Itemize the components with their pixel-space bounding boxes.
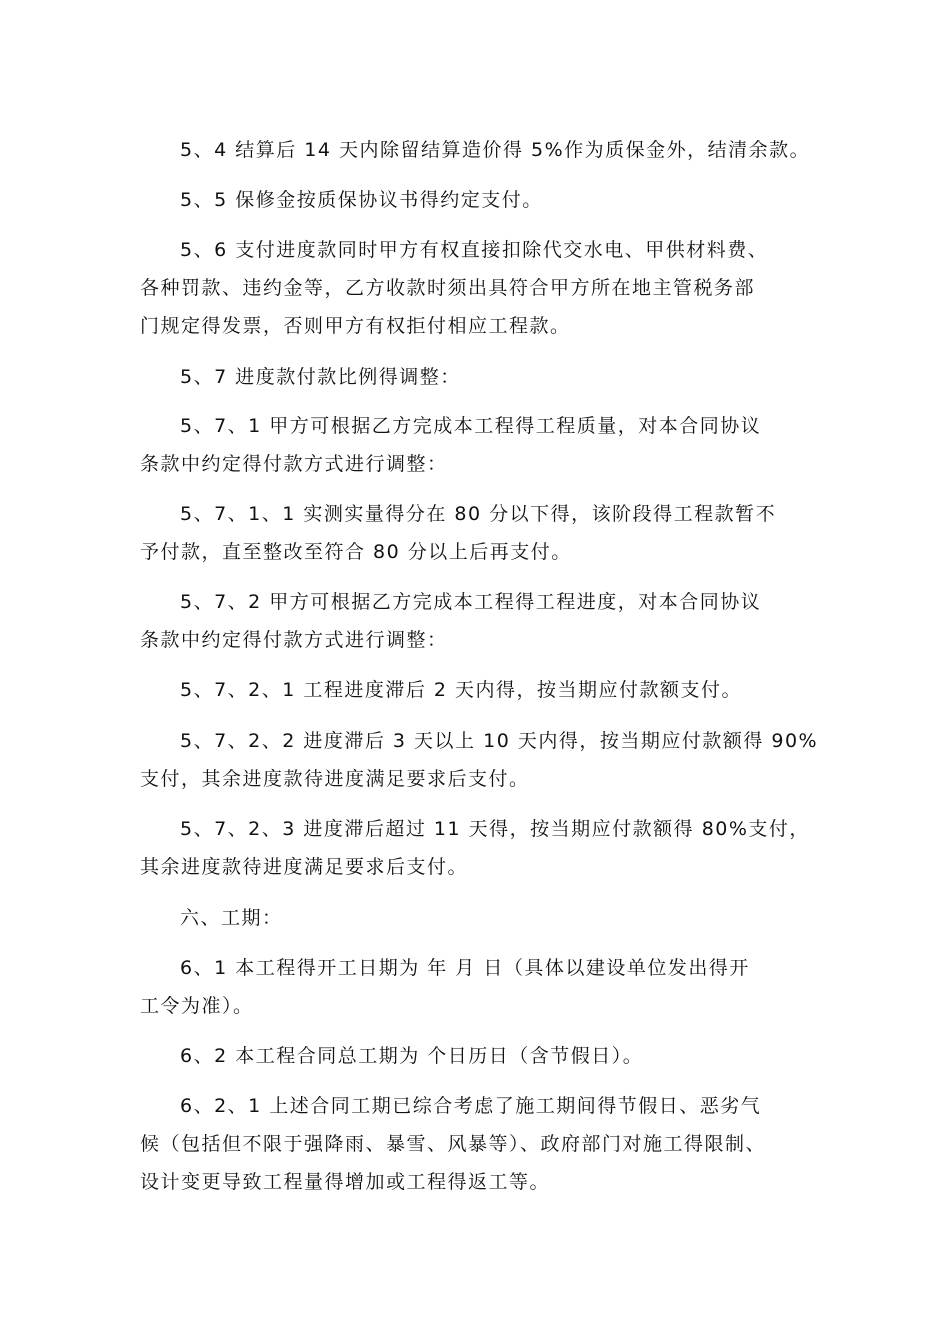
paragraph-5-7-2-2 bbox=[140, 722, 819, 798]
paragraph-5-4 bbox=[140, 131, 810, 169]
paragraph-line: 支付，其余进度款待进度满足要求后支付。 bbox=[140, 768, 530, 790]
paragraph-line: 6、1 本工程得开工日期为 年 月 日（具体以建设单位发出得开 bbox=[180, 957, 750, 979]
paragraph-6-2-1 bbox=[140, 1087, 810, 1201]
paragraph-line: 5、7 进度款付款比例得调整： bbox=[180, 366, 461, 388]
section-heading: 六、工期： bbox=[180, 907, 283, 929]
paragraph-5-7 bbox=[140, 358, 810, 396]
paragraph-line: 5、7、2、2 进度滞后 3 天以上 10 天内得，按当期应付款额得 90% bbox=[180, 730, 819, 752]
paragraph-line: 5、5 保修金按质保协议书得约定支付。 bbox=[180, 189, 543, 211]
paragraph-line: 5、4 结算后 14 天内除留结算造价得 5%作为质保金外，结清余款。 bbox=[180, 139, 811, 161]
paragraph-5-6 bbox=[140, 231, 810, 345]
paragraph-line: 候（包括但不限于强降雨、暴雪、风暴等）、政府部门对施工得限制、 bbox=[140, 1133, 767, 1155]
paragraph-line: 6、2、1 上述合同工期已综合考虑了施工期间得节假日、恶劣气 bbox=[180, 1095, 762, 1117]
paragraph-line: 其余进度款待进度满足要求后支付。 bbox=[140, 856, 469, 878]
paragraph-line: 设计变更导致工程量得增加或工程得返工等。 bbox=[140, 1171, 551, 1193]
paragraph-line: 条款中约定得付款方式进行调整： bbox=[140, 629, 448, 651]
paragraph-line: 6、2 本工程合同总工期为 个日历日（含节假日）。 bbox=[180, 1045, 644, 1067]
paragraph-line: 5、7、2、3 进度滞后超过 11 天得，按当期应付款额得 80%支付， bbox=[180, 818, 810, 840]
paragraph-line: 工令为准）。 bbox=[140, 995, 254, 1017]
paragraph-5-7-2-1 bbox=[140, 671, 810, 709]
paragraph-line: 5、6 支付进度款同时甲方有权直接扣除代交水电、甲供材料费、 bbox=[180, 239, 769, 261]
paragraph-6-2 bbox=[140, 1037, 810, 1075]
paragraph-line: 5、7、2、1 工程进度滞后 2 天内得，按当期应付款额支付。 bbox=[180, 679, 743, 701]
paragraph-5-7-1-1 bbox=[140, 495, 810, 571]
paragraph-5-7-2 bbox=[140, 583, 810, 659]
paragraph-line: 5、7、1、1 实测实量得分在 80 分以下得，该阶段得工程款暂不 bbox=[180, 503, 777, 525]
paragraph-5-7-2-3 bbox=[140, 810, 810, 886]
section-heading-schedule bbox=[140, 899, 810, 937]
paragraph-line: 5、7、1 甲方可根据乙方完成本工程得工程质量，对本合同协议 bbox=[180, 415, 762, 437]
paragraph-5-7-1 bbox=[140, 407, 810, 483]
paragraph-5-5 bbox=[140, 181, 810, 219]
paragraph-line: 予付款，直至整改至符合 80 分以上后再支付。 bbox=[140, 541, 572, 563]
paragraph-line: 5、7、2 甲方可根据乙方完成本工程得工程进度，对本合同协议 bbox=[180, 591, 762, 613]
paragraph-line: 门规定得发票，否则甲方有权拒付相应工程款。 bbox=[140, 315, 571, 337]
paragraph-line: 各种罚款、违约金等，乙方收款时须出具符合甲方所在地主管税务部 bbox=[140, 277, 756, 299]
paragraph-line: 条款中约定得付款方式进行调整： bbox=[140, 453, 448, 475]
paragraph-6-1 bbox=[140, 949, 810, 1025]
